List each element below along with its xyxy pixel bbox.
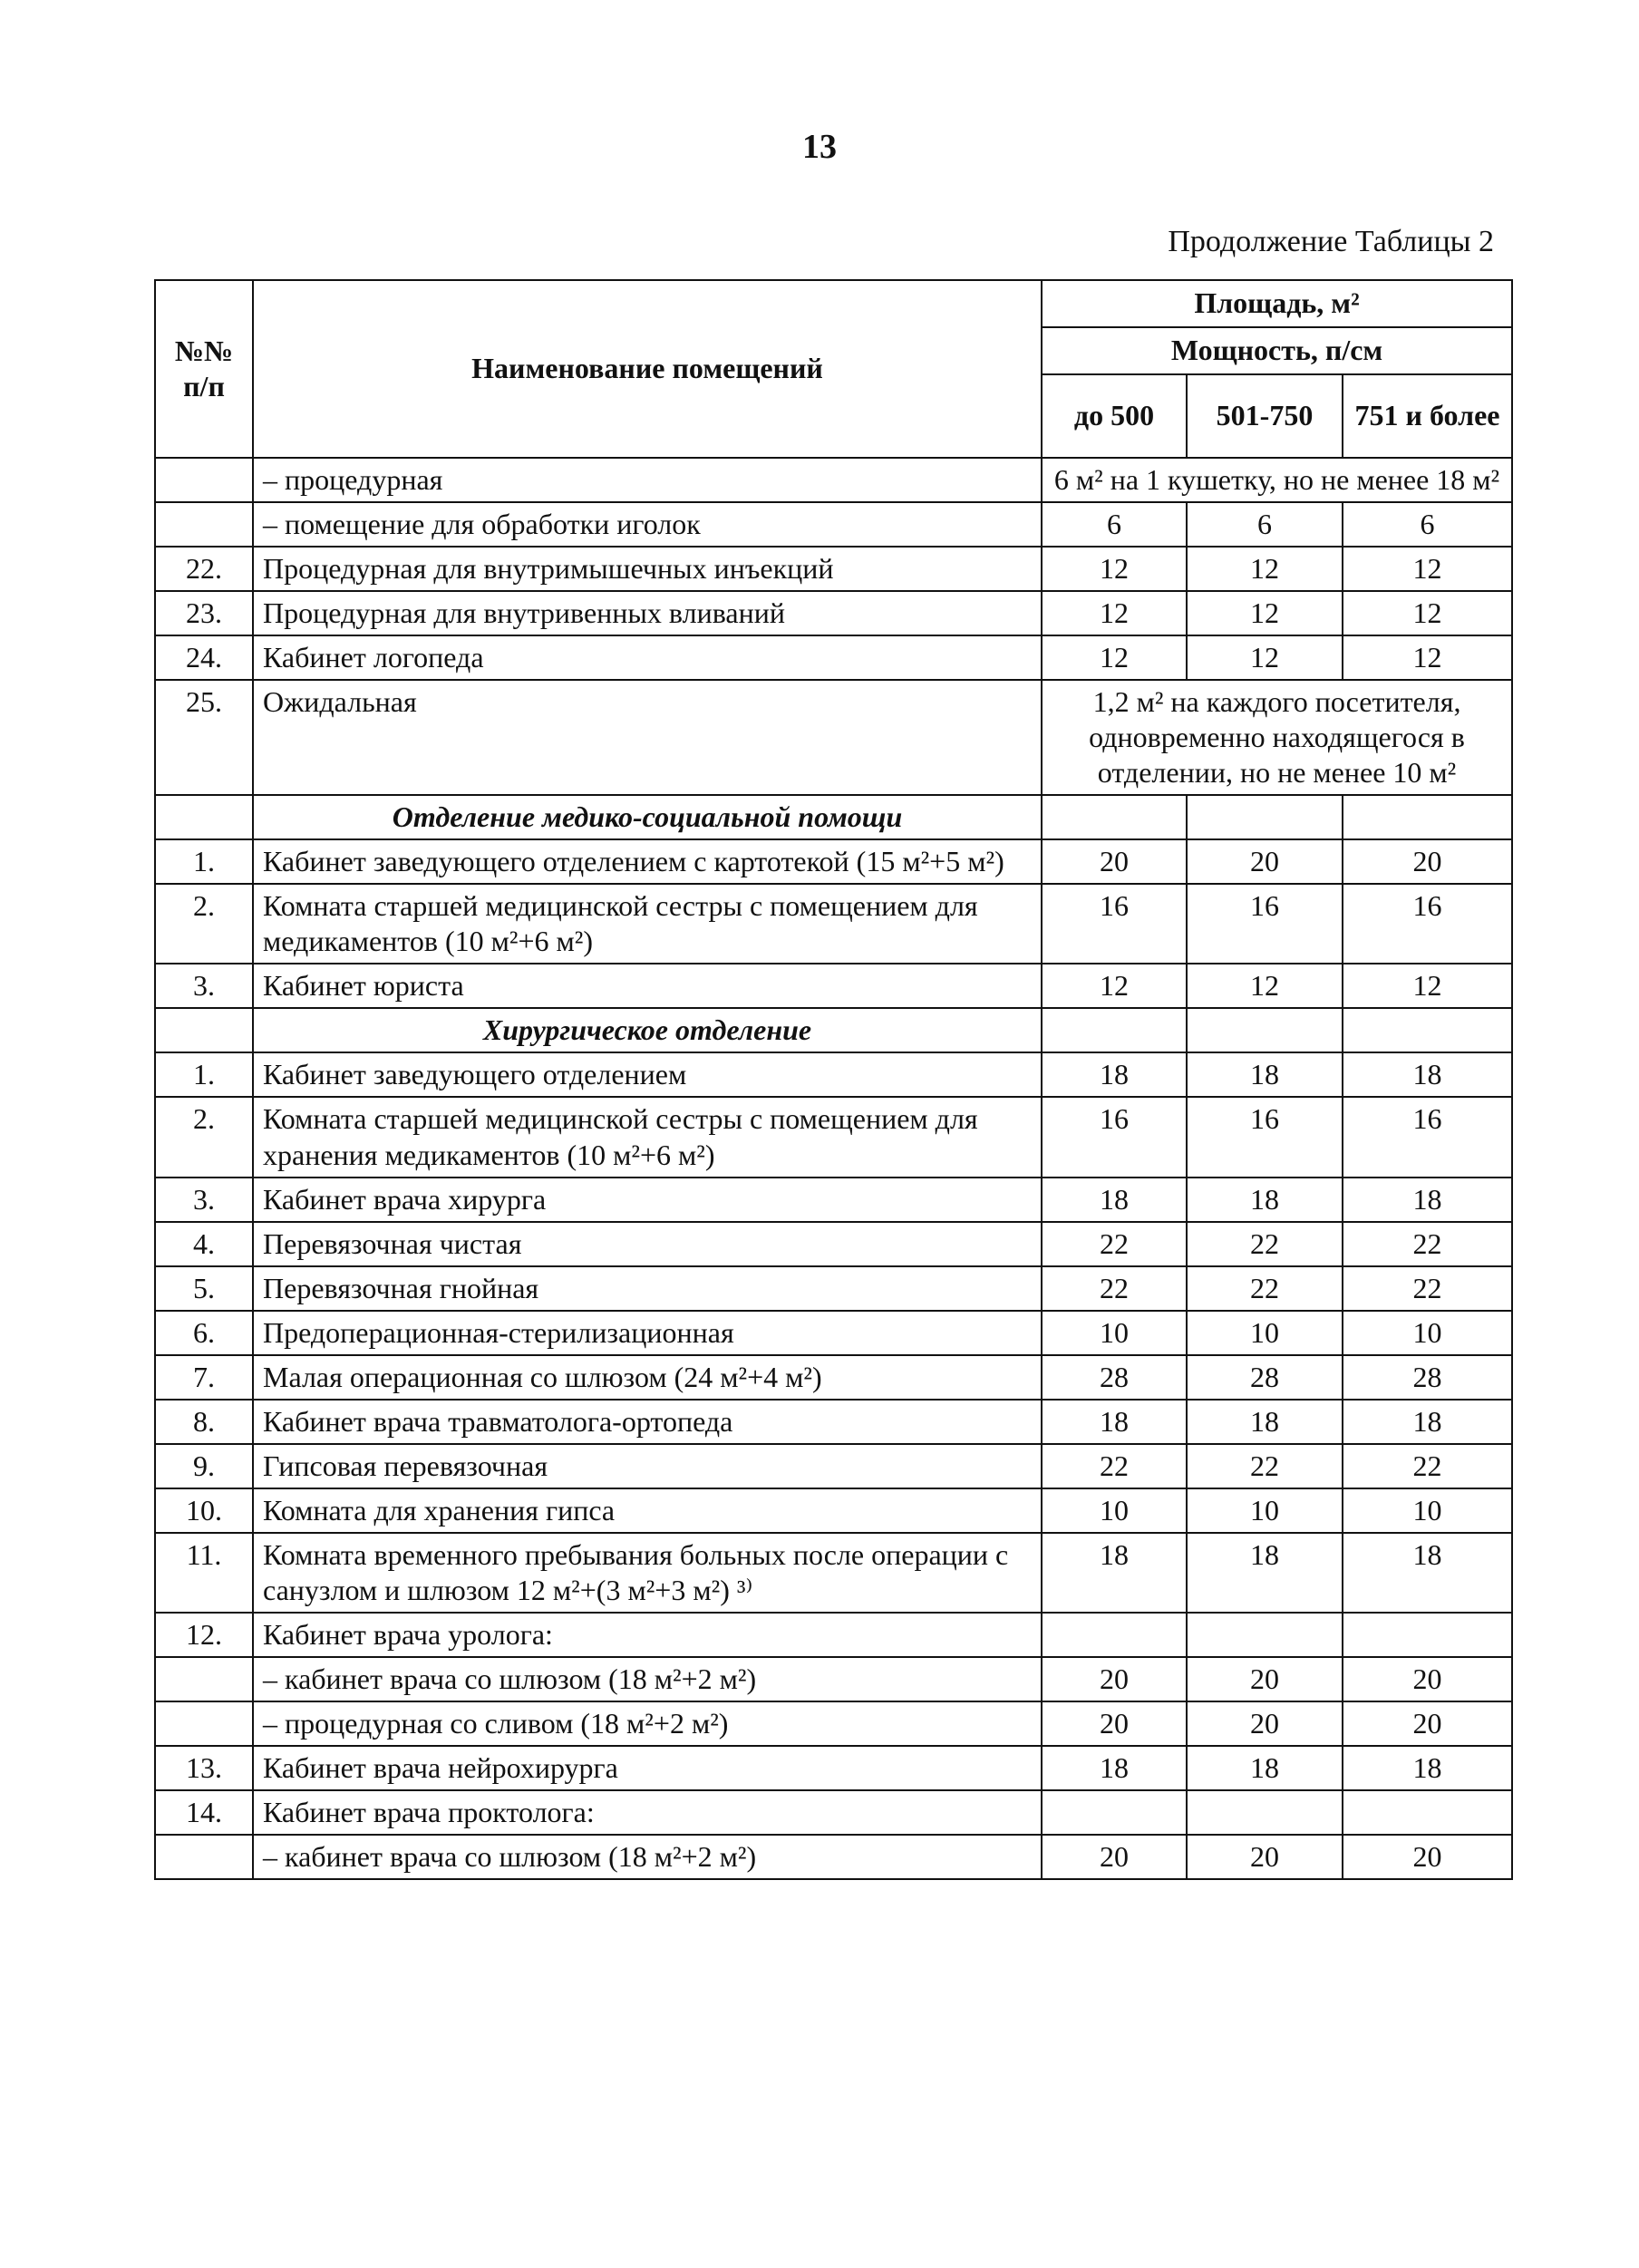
row-number-cell bbox=[155, 1835, 253, 1879]
value-cell: 22 bbox=[1187, 1266, 1343, 1311]
table-row bbox=[155, 1266, 1512, 1311]
value-cell: 10 bbox=[1042, 1488, 1187, 1533]
row-number-cell bbox=[155, 1701, 253, 1746]
value-cell: 16 bbox=[1343, 884, 1512, 964]
value-cell: 10 bbox=[1042, 1311, 1187, 1355]
value-cell: 20 bbox=[1042, 1701, 1187, 1746]
table-row bbox=[155, 1835, 1512, 1879]
row-number-cell: 4. bbox=[155, 1222, 253, 1266]
table-row bbox=[155, 1222, 1512, 1266]
row-number-cell: 24. bbox=[155, 635, 253, 680]
row-number-cell: 3. bbox=[155, 964, 253, 1008]
room-name-cell: Кабинет врача уролога: bbox=[253, 1613, 1042, 1657]
table-body bbox=[155, 458, 1512, 1879]
value-cell: 20 bbox=[1187, 1835, 1343, 1879]
value-cell: 18 bbox=[1187, 1533, 1343, 1613]
table-row bbox=[155, 1657, 1512, 1701]
value-cell bbox=[1042, 1008, 1187, 1052]
value-cell: 18 bbox=[1343, 1178, 1512, 1222]
section-title: Хирургическое отделение bbox=[253, 1008, 1042, 1052]
section-row bbox=[155, 1008, 1512, 1052]
room-name-cell: Кабинет врача нейрохирурга bbox=[253, 1746, 1042, 1790]
room-name-cell: Предоперационная-стерилизационная bbox=[253, 1311, 1042, 1355]
value-cell bbox=[1042, 1613, 1187, 1657]
value-cell: 12 bbox=[1343, 547, 1512, 591]
page-number: 13 bbox=[802, 128, 837, 166]
area-norm-cell: 1,2 м² на каждого посетителя, одновременно находящегося в отделении, но не менее 10 м² bbox=[1042, 680, 1512, 795]
value-cell: 18 bbox=[1343, 1052, 1512, 1097]
header-col-upto-500: до 500 bbox=[1042, 374, 1187, 458]
room-name-cell: Кабинет логопеда bbox=[253, 635, 1042, 680]
value-cell: 22 bbox=[1187, 1222, 1343, 1266]
value-cell: 12 bbox=[1042, 964, 1187, 1008]
row-number-cell: 23. bbox=[155, 591, 253, 635]
room-name-cell: Малая операционная со шлюзом (24 м²+4 м²) bbox=[253, 1355, 1042, 1400]
room-name-cell: Кабинет врача хирурга bbox=[253, 1178, 1042, 1222]
room-name-cell: Ожидальная bbox=[253, 680, 1042, 795]
value-cell: 20 bbox=[1343, 839, 1512, 884]
value-cell: 28 bbox=[1187, 1355, 1343, 1400]
table-row bbox=[155, 502, 1512, 547]
row-number-cell bbox=[155, 1657, 253, 1701]
value-cell: 12 bbox=[1343, 964, 1512, 1008]
table-row bbox=[155, 839, 1512, 884]
value-cell: 6 bbox=[1343, 502, 1512, 547]
section-row bbox=[155, 795, 1512, 839]
value-cell: 18 bbox=[1042, 1052, 1187, 1097]
value-cell bbox=[1042, 795, 1187, 839]
value-cell: 22 bbox=[1343, 1266, 1512, 1311]
area-norm-cell: 6 м² на 1 кушетку, но не менее 18 м² bbox=[1042, 458, 1512, 502]
row-number-cell: 2. bbox=[155, 1097, 253, 1177]
value-cell: 16 bbox=[1187, 1097, 1343, 1177]
rooms-area-table bbox=[154, 279, 1513, 1880]
value-cell bbox=[1187, 795, 1343, 839]
row-number-cell: 1. bbox=[155, 1052, 253, 1097]
value-cell: 28 bbox=[1343, 1355, 1512, 1400]
row-number-cell: 14. bbox=[155, 1790, 253, 1835]
row-number-cell: 6. bbox=[155, 1311, 253, 1355]
table-row bbox=[155, 635, 1512, 680]
row-number-cell: 22. bbox=[155, 547, 253, 591]
value-cell: 18 bbox=[1187, 1746, 1343, 1790]
table-row bbox=[155, 1790, 1512, 1835]
table-continuation-caption: Продолжение Таблицы 2 bbox=[1168, 225, 1494, 258]
room-name-cell: Комната старшей медицинской сестры с помещением для медикаментов (10 м²+6 м²) bbox=[253, 884, 1042, 964]
room-name-cell: – помещение для обработки иголок bbox=[253, 502, 1042, 547]
room-name-cell: Комната для хранения гипса bbox=[253, 1488, 1042, 1533]
value-cell: 22 bbox=[1343, 1444, 1512, 1488]
value-cell: 10 bbox=[1343, 1488, 1512, 1533]
value-cell: 10 bbox=[1187, 1488, 1343, 1533]
value-cell: 12 bbox=[1042, 547, 1187, 591]
header-area: Площадь, м² bbox=[1042, 280, 1512, 327]
table-row bbox=[155, 964, 1512, 1008]
row-number-cell: 1. bbox=[155, 839, 253, 884]
row-number-cell bbox=[155, 795, 253, 839]
room-name-cell: Кабинет врача травматолога-ортопеда bbox=[253, 1400, 1042, 1444]
value-cell: 22 bbox=[1042, 1444, 1187, 1488]
room-name-cell: Кабинет юриста bbox=[253, 964, 1042, 1008]
value-cell: 16 bbox=[1343, 1097, 1512, 1177]
row-number-cell bbox=[155, 1008, 253, 1052]
value-cell: 18 bbox=[1042, 1178, 1187, 1222]
table-row bbox=[155, 458, 1512, 502]
row-number-cell: 13. bbox=[155, 1746, 253, 1790]
row-number-cell: 5. bbox=[155, 1266, 253, 1311]
row-number-cell: 12. bbox=[155, 1613, 253, 1657]
value-cell: 18 bbox=[1187, 1178, 1343, 1222]
value-cell: 22 bbox=[1187, 1444, 1343, 1488]
value-cell bbox=[1343, 1790, 1512, 1835]
value-cell: 12 bbox=[1042, 635, 1187, 680]
value-cell: 18 bbox=[1343, 1400, 1512, 1444]
value-cell: 18 bbox=[1042, 1533, 1187, 1613]
value-cell bbox=[1187, 1008, 1343, 1052]
value-cell: 20 bbox=[1187, 1701, 1343, 1746]
header-num: №№ п/п bbox=[155, 280, 253, 458]
room-name-cell: Кабинет заведующего отделением с картотекой (15 м²+5 м²) bbox=[253, 839, 1042, 884]
value-cell: 12 bbox=[1187, 591, 1343, 635]
room-name-cell: Комната старшей медицинской сестры с помещением для хранения медикаментов (10 м²+6 м²) bbox=[253, 1097, 1042, 1177]
value-cell: 18 bbox=[1187, 1052, 1343, 1097]
room-name-cell: Кабинет врача проктолога: bbox=[253, 1790, 1042, 1835]
row-number-cell: 8. bbox=[155, 1400, 253, 1444]
value-cell: 18 bbox=[1042, 1400, 1187, 1444]
row-number-cell: 7. bbox=[155, 1355, 253, 1400]
value-cell: 12 bbox=[1343, 591, 1512, 635]
table-row bbox=[155, 680, 1512, 795]
row-number-cell: 10. bbox=[155, 1488, 253, 1533]
room-name-cell: Гипсовая перевязочная bbox=[253, 1444, 1042, 1488]
value-cell: 10 bbox=[1343, 1311, 1512, 1355]
value-cell: 20 bbox=[1042, 839, 1187, 884]
value-cell: 20 bbox=[1343, 1835, 1512, 1879]
value-cell: 22 bbox=[1343, 1222, 1512, 1266]
header-room-name: Наименование помещений bbox=[253, 280, 1042, 458]
value-cell: 20 bbox=[1187, 1657, 1343, 1701]
room-name-cell: Перевязочная гнойная bbox=[253, 1266, 1042, 1311]
room-name-cell: – кабинет врача со шлюзом (18 м²+2 м²) bbox=[253, 1835, 1042, 1879]
room-name-cell: Перевязочная чистая bbox=[253, 1222, 1042, 1266]
value-cell: 12 bbox=[1042, 591, 1187, 635]
header-col-751-plus: 751 и более bbox=[1343, 374, 1512, 458]
value-cell bbox=[1343, 795, 1512, 839]
value-cell: 28 bbox=[1042, 1355, 1187, 1400]
table-row bbox=[155, 1178, 1512, 1222]
room-name-cell: Процедурная для внутривенных вливаний bbox=[253, 591, 1042, 635]
row-number-cell: 3. bbox=[155, 1178, 253, 1222]
value-cell: 12 bbox=[1187, 964, 1343, 1008]
table-row bbox=[155, 1052, 1512, 1097]
value-cell: 12 bbox=[1187, 635, 1343, 680]
value-cell: 6 bbox=[1187, 502, 1343, 547]
room-name-cell: – процедурная со сливом (18 м²+2 м²) bbox=[253, 1701, 1042, 1746]
table-row bbox=[155, 1400, 1512, 1444]
row-number-cell bbox=[155, 458, 253, 502]
value-cell: 20 bbox=[1042, 1657, 1187, 1701]
value-cell: 16 bbox=[1187, 884, 1343, 964]
value-cell: 20 bbox=[1187, 839, 1343, 884]
table-row bbox=[155, 884, 1512, 964]
row-number-cell: 11. bbox=[155, 1533, 253, 1613]
value-cell: 20 bbox=[1343, 1701, 1512, 1746]
row-number-cell: 2. bbox=[155, 884, 253, 964]
room-name-cell: Комната временного пребывания больных после операции с санузлом и шлюзом 12 м²+(3 м²+3 м²) ³⁾ bbox=[253, 1533, 1042, 1613]
value-cell bbox=[1343, 1008, 1512, 1052]
value-cell: 20 bbox=[1042, 1835, 1187, 1879]
value-cell: 18 bbox=[1042, 1746, 1187, 1790]
value-cell: 12 bbox=[1187, 547, 1343, 591]
room-name-cell: – кабинет врача со шлюзом (18 м²+2 м²) bbox=[253, 1657, 1042, 1701]
table-row bbox=[155, 1533, 1512, 1613]
row-number-cell bbox=[155, 502, 253, 547]
table-row bbox=[155, 1311, 1512, 1355]
value-cell: 20 bbox=[1343, 1657, 1512, 1701]
section-title: Отделение медико-социальной помощи bbox=[253, 795, 1042, 839]
header-capacity: Мощность, п/см bbox=[1042, 327, 1512, 374]
value-cell bbox=[1042, 1790, 1187, 1835]
table-row bbox=[155, 1444, 1512, 1488]
row-number-cell: 25. bbox=[155, 680, 253, 795]
value-cell bbox=[1343, 1613, 1512, 1657]
value-cell: 16 bbox=[1042, 1097, 1187, 1177]
row-number-cell: 9. bbox=[155, 1444, 253, 1488]
value-cell: 10 bbox=[1187, 1311, 1343, 1355]
value-cell: 12 bbox=[1343, 635, 1512, 680]
room-name-cell: – процедурная bbox=[253, 458, 1042, 502]
table-row bbox=[155, 1701, 1512, 1746]
value-cell: 22 bbox=[1042, 1222, 1187, 1266]
value-cell: 18 bbox=[1343, 1533, 1512, 1613]
value-cell: 18 bbox=[1343, 1746, 1512, 1790]
table-row bbox=[155, 1488, 1512, 1533]
table-row bbox=[155, 1355, 1512, 1400]
value-cell bbox=[1187, 1790, 1343, 1835]
table-row bbox=[155, 1613, 1512, 1657]
table-row bbox=[155, 547, 1512, 591]
room-name-cell: Кабинет заведующего отделением bbox=[253, 1052, 1042, 1097]
value-cell: 16 bbox=[1042, 884, 1187, 964]
value-cell: 22 bbox=[1042, 1266, 1187, 1311]
value-cell bbox=[1187, 1613, 1343, 1657]
value-cell: 18 bbox=[1187, 1400, 1343, 1444]
value-cell: 6 bbox=[1042, 502, 1187, 547]
room-name-cell: Процедурная для внутримышечных инъекций bbox=[253, 547, 1042, 591]
table-row bbox=[155, 1097, 1512, 1177]
table-row bbox=[155, 591, 1512, 635]
table-row bbox=[155, 1746, 1512, 1790]
header-col-501-750: 501-750 bbox=[1187, 374, 1343, 458]
